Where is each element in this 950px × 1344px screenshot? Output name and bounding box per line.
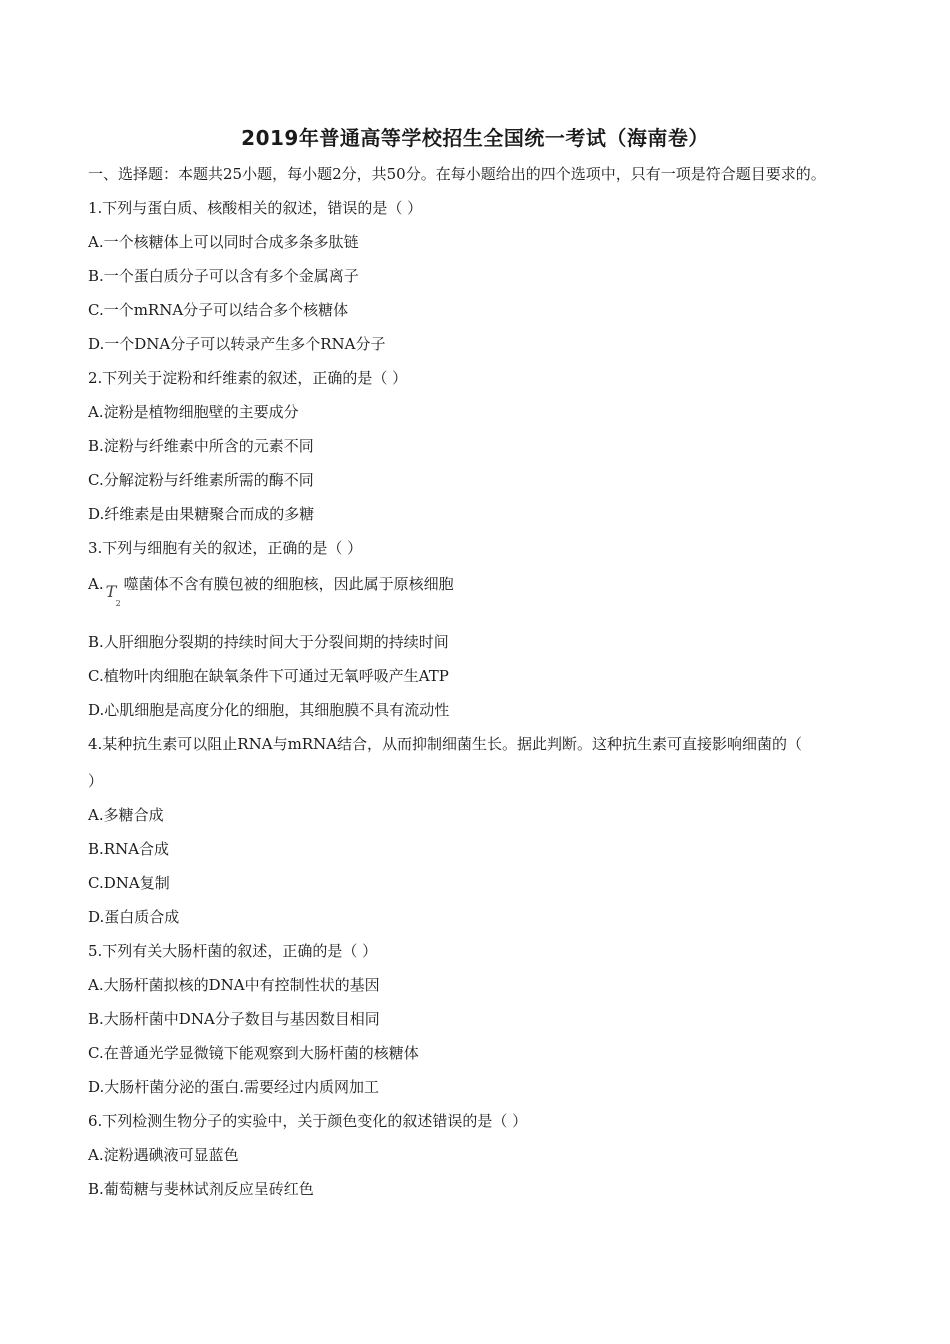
question-5-stem: 5.下列有关大肠杆菌的叙述，正确的是（ ） <box>88 942 378 960</box>
question-2-option-a: A.淀粉是植物细胞壁的主要成分 <box>88 403 299 421</box>
option-a-prefix: A. <box>88 575 104 593</box>
question-3-option-d: D.心肌细胞是高度分化的细胞，其细胞膜不具有流动性 <box>88 701 450 719</box>
question-4-option-d: D.蛋白质合成 <box>88 908 180 926</box>
question-1-option-a: A.一个核糖体上可以同时合成多条多肽链 <box>88 233 359 251</box>
question-5-option-c: C.在普通光学显微镜下能观察到大肠杆菌的核糖体 <box>88 1044 419 1062</box>
question-6-option-b: B.葡萄糖与斐林试剂反应呈砖红色 <box>88 1180 314 1198</box>
question-6-option-a: A.淀粉遇碘液可显蓝色 <box>88 1146 239 1164</box>
question-5-option-d: D.大肠杆菌分泌的蛋白.需要经过内质网加工 <box>88 1078 380 1096</box>
question-4-option-c: C.DNA复制 <box>88 874 170 892</box>
document-title: 2019年普通高等学校招生全国统一考试（海南卷） <box>241 126 709 150</box>
question-2-option-d: D.纤维素是由果糖聚合而成的多糖 <box>88 505 315 523</box>
question-3-stem: 3.下列与细胞有关的叙述，正确的是（ ） <box>88 539 363 557</box>
question-1-stem: 1.下列与蛋白质、核酸相关的叙述，错误的是（ ） <box>88 199 423 217</box>
question-1-option-c: C.一个mRNA分子可以结合多个核糖体 <box>88 301 349 319</box>
question-4-stem: 4.某种抗生素可以阻止RNA与mRNA结合，从而抑制细菌生长。据此判断。这种抗生素可直接影响细菌的（ <box>88 735 803 753</box>
t2-subscript: 2 <box>115 599 121 608</box>
question-5-option-a: A.大肠杆菌拟核的DNA中有控制性状的基因 <box>88 976 380 994</box>
question-6-stem: 6.下列检测生物分子的实验中，关于颜色变化的叙述错误的是（ ） <box>88 1112 528 1130</box>
question-4-stem-continuation: ） <box>88 772 104 790</box>
option-a-text: 噬菌体不含有膜包被的细胞核，因此属于原核细胞 <box>123 575 454 593</box>
question-5-option-b: B.大肠杆菌中DNA分子数目与基因数目相同 <box>88 1010 380 1028</box>
t2-symbol: T <box>105 582 117 601</box>
question-2-option-b: B.淀粉与纤维素中所含的元素不同 <box>88 437 314 455</box>
question-1-option-b: B.一个蛋白质分子可以含有多个金属离子 <box>88 267 359 285</box>
question-2-stem: 2.下列关于淀粉和纤维素的叙述，正确的是（ ） <box>88 369 408 387</box>
question-3-option-b: B.人肝细胞分裂期的持续时间大于分裂间期的持续时间 <box>88 633 449 651</box>
question-3-option-c: C.植物叶肉细胞在缺氧条件下可通过无氧呼吸产生ATP <box>88 667 449 685</box>
question-3-option-a <box>88 574 454 608</box>
section-intro: 一、选择题：本题共25小题，每小题2分，共50分。在每小题给出的四个选项中，只有一项是符合题目要求的。 <box>88 165 826 183</box>
question-2-option-c: C.分解淀粉与纤维素所需的酶不同 <box>88 471 314 489</box>
question-4-option-b: B.RNA合成 <box>88 840 170 858</box>
t2-phage-formula <box>104 574 124 608</box>
question-4-option-a: A.多糖合成 <box>88 806 164 824</box>
question-1-option-d: D.一个DNA分子可以转录产生多个RNA分子 <box>88 335 386 353</box>
